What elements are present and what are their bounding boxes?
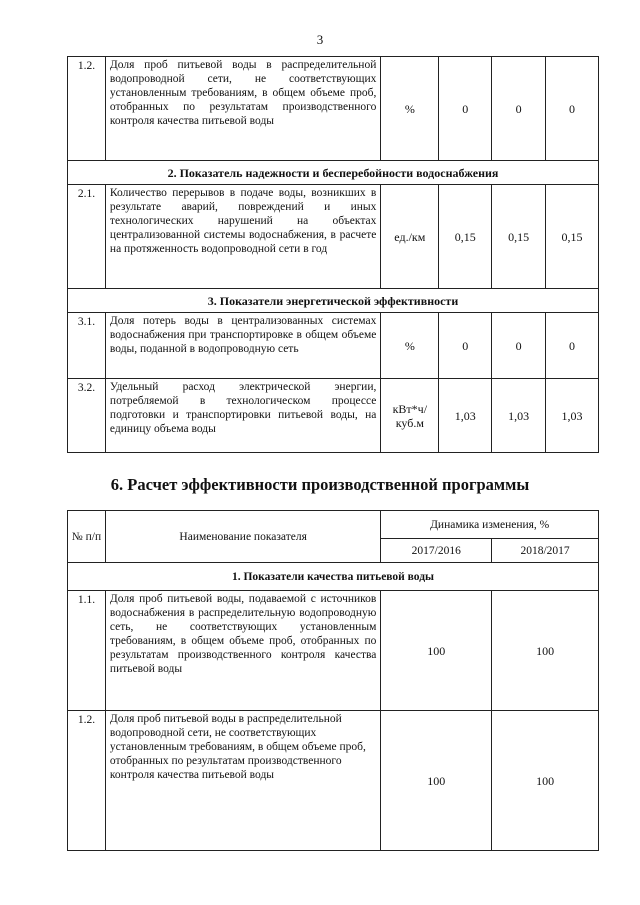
section-title: 3. Показатели энергетической эффективности: [68, 289, 599, 313]
table-row: [68, 185, 599, 289]
indicator-name: Доля потерь воды в централизованных системах водоснабжения при транспортировке в общем объеме воды, поданной в водопроводную сеть: [105, 313, 380, 379]
value-cell: 1,03: [439, 379, 492, 453]
row-number: 1.2.: [68, 57, 106, 161]
row-number: 2.1.: [68, 185, 106, 289]
efficiency-table: [67, 510, 599, 851]
section-row: [68, 289, 599, 313]
indicator-name: Удельный расход электрической энергии, потребляемой в технологическом процессе подготовки и транспортировки питьевой воды, на единицу объема воды: [105, 379, 380, 453]
header-name: Наименование показателя: [105, 511, 380, 563]
value-cell: 0: [439, 57, 492, 161]
table-row: [68, 57, 599, 161]
value-cell: 1,03: [546, 379, 599, 453]
value-cell: 0,15: [546, 185, 599, 289]
value-cell: 0: [492, 313, 546, 379]
value-cell: 0: [546, 313, 599, 379]
table-row: [68, 379, 599, 453]
header-period: 2018/2017: [492, 539, 599, 563]
indicators-table: [67, 56, 599, 453]
section-title: 2. Показатель надежности и бесперебойности водоснабжения: [68, 161, 599, 185]
table-row: [68, 313, 599, 379]
value-cell: 0: [546, 57, 599, 161]
section-title: 1. Показатели качества питьевой воды: [68, 563, 599, 591]
header-row: [68, 511, 599, 539]
table-row: [68, 591, 599, 711]
table-row: [68, 711, 599, 851]
unit-cell: кВт*ч/ куб.м: [381, 379, 439, 453]
value-cell: 100: [381, 591, 492, 711]
unit-cell: %: [381, 57, 439, 161]
section-row: [68, 161, 599, 185]
value-cell: 1,03: [492, 379, 546, 453]
value-cell: 0,15: [492, 185, 546, 289]
value-cell: 100: [381, 711, 492, 851]
value-cell: 100: [492, 591, 599, 711]
value-cell: 0: [439, 313, 492, 379]
row-number: 3.1.: [68, 313, 106, 379]
unit-cell: ед./км: [381, 185, 439, 289]
section-row: [68, 563, 599, 591]
value-cell: 0,15: [439, 185, 492, 289]
indicator-name: Количество перерывов в подаче воды, возникших в результате аварий, повреждений и иных технологических нарушений на объектах централизованной системы водоснабжения, в расчете на протяженность водопроводной сети в год: [105, 185, 380, 289]
indicator-name: Доля проб питьевой воды в распределительной водопроводной сети, не соответствующих установленным требованиям, в общем объеме проб, отобранных по результатам производственного контроля качества питьевой воды: [105, 57, 380, 161]
value-cell: 0: [492, 57, 546, 161]
indicator-name: Доля проб питьевой воды, подаваемой с источников водоснабжения в распределительную водопроводную сеть, не соответствующих установленным требованиям, в общем объеме проб, отобранных по результатам производственного контроля качества питьевой воды: [105, 591, 380, 711]
page-number: 3: [316, 32, 324, 47]
value-cell: 100: [492, 711, 599, 851]
row-number: 3.2.: [68, 379, 106, 453]
section-heading: 6. Расчет эффективности производственной программы: [110, 475, 530, 494]
header-period: 2017/2016: [381, 539, 492, 563]
unit-cell: %: [381, 313, 439, 379]
header-number: № п/п: [68, 511, 106, 563]
indicator-name: Доля проб питьевой воды в распределительной водопроводной сети, не соответствующих установленным требованиям, в общем объеме проб, отобранных по результатам производственного контроля качества питьевой воды: [105, 711, 380, 851]
header-dynamics: Динамика изменения, %: [381, 511, 599, 539]
row-number: 1.2.: [68, 711, 106, 851]
row-number: 1.1.: [68, 591, 106, 711]
